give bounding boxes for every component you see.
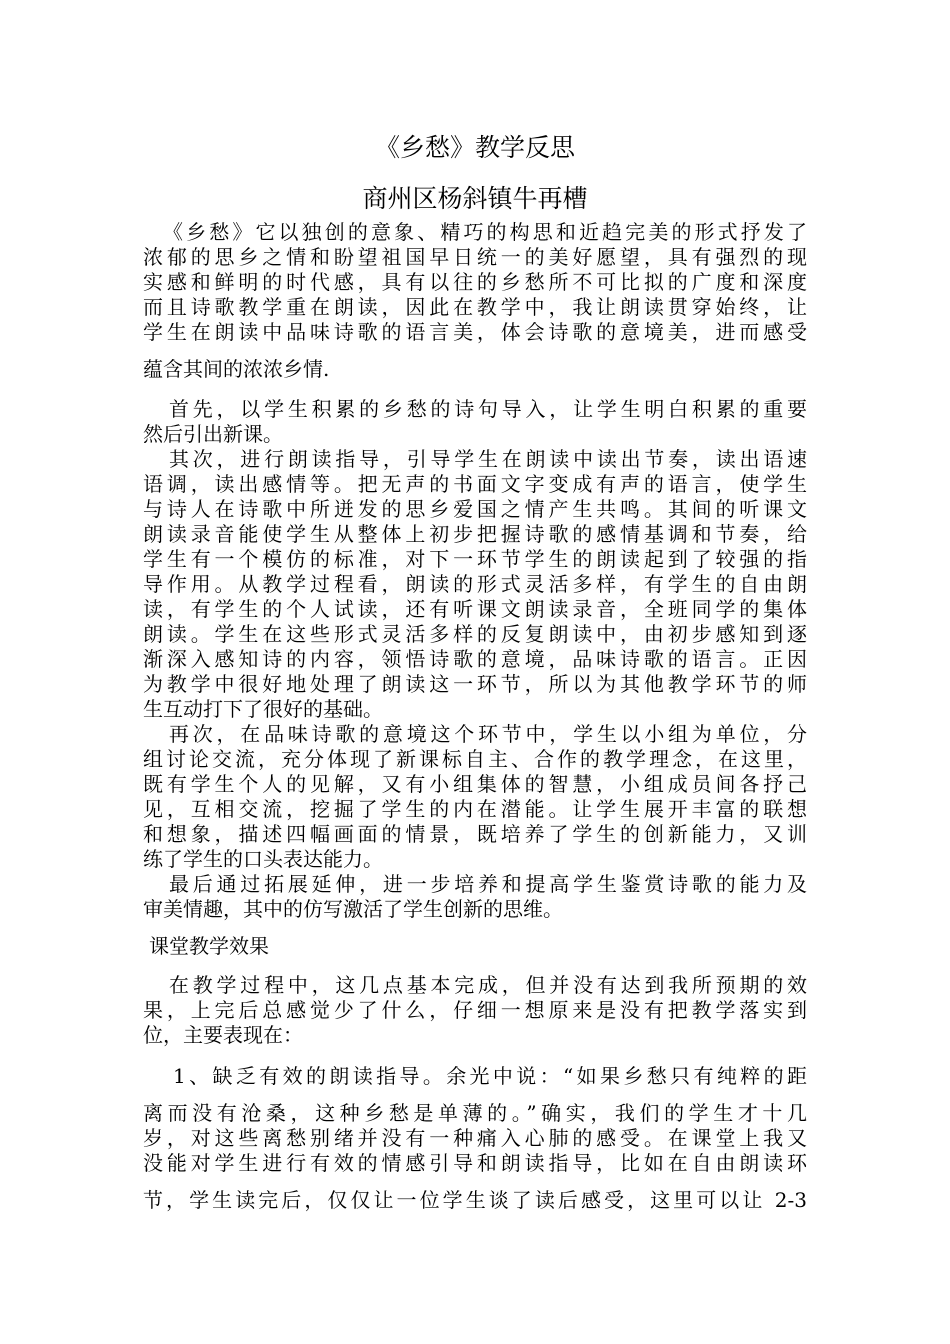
text-line: 学生有一个模仿的标准，对下一环节学生的朗读起到了较强的指 — [143, 547, 807, 571]
paragraph-third — [143, 722, 807, 872]
text-line: 为教学中很好地处理了朗读这一环节，所以为其他教学环节的师 — [143, 672, 807, 696]
document-title: 《乡愁》教学反思 — [374, 133, 575, 162]
text-line: 在教学过程中，这几点基本完成，但并没有达到我所预期的效 — [169, 973, 807, 997]
paragraph-first — [143, 397, 807, 447]
text-line: 组讨论交流，充分体现了新课标自主、合作的教学理念，在这里， — [143, 747, 807, 771]
paragraph-final — [143, 872, 807, 922]
text-line: 浓郁的思乡之情和盼望祖国早日统一的美好愿望，具有强烈的现 — [143, 245, 807, 269]
text-line: 导作用。从教学过程看，朗读的形式灵活多样，有学生的自由朗 — [143, 572, 807, 596]
text-line: 首先，以学生积累的乡愁的诗句导入，让学生明白积累的重要 — [169, 397, 807, 421]
text-line: 与诗人在诗歌中所迸发的思乡爱国之情产生共鸣。其间的听课文 — [143, 497, 807, 521]
text-line: 渐深入感知诗的内容，领悟诗歌的意境，品味诗歌的语言。正因 — [143, 647, 807, 671]
text-line: 朗读。学生在这些形式灵活多样的反复朗读中，由初步感知到逐 — [143, 622, 807, 646]
text-line: 语调，读出感情等。把无声的书面文字变成有声的语言，使学生 — [143, 472, 807, 496]
text-line: 朗读录音能使学生从整体上初步把握诗歌的感情基调和节奏，给 — [143, 522, 807, 546]
text-line: 岁，对这些离愁别绪并没有一种痛入心肺的感受。在课堂上我又 — [143, 1126, 807, 1150]
text-line: 蕴含其间的浓浓乡情. — [143, 357, 330, 381]
text-line: 离而没有沧桑，这种乡愁是单薄的。”确实，我们的学生才十几 — [143, 1101, 807, 1125]
text-line: 实感和鲜明的时代感，具有以往的乡愁所不可比拟的广度和深度 — [143, 270, 807, 294]
text-line: 没能对学生进行有效的情感引导和朗读指导，比如在自由朗读环 — [143, 1151, 807, 1175]
text-line: 果，上完后总感觉少了什么，仔细一想原来是没有把教学落实到 — [143, 998, 807, 1022]
text-line: 然后引出新课。 — [143, 422, 283, 446]
text-line: 节，学生读完后，仅仅让一位学生谈了读后感受，这里可以让 2-3 — [143, 1188, 807, 1212]
section-heading: 课堂教学效果 — [149, 934, 269, 958]
paragraph-intro — [143, 220, 807, 382]
text-line: 1、缺乏有效的朗读指导。余光中说：“如果乡愁只有纯粹的距 — [173, 1064, 807, 1088]
text-line: 审美情趣，其中的仿写激活了学生创新的思维。 — [143, 897, 563, 921]
text-line: 其次，进行朗读指导，引导学生在朗读中读出节奏，读出语速 — [169, 447, 807, 471]
text-line: 练了学生的口头表达能力。 — [143, 847, 383, 871]
author-line: 商州区杨斜镇牛再槽 — [362, 184, 588, 213]
text-line: 《乡愁》它以独创的意象、精巧的构思和近趋完美的形式抒发了 — [163, 220, 807, 244]
text-line: 读，有学生的个人试读，还有听课文朗读录音，全班同学的集体 — [143, 597, 807, 621]
text-line: 和想象，描述四幅画面的情景，既培养了学生的创新能力，又训 — [143, 822, 807, 846]
text-line: 位，主要表现在： — [143, 1023, 303, 1047]
text-line: 而且诗歌教学重在朗读，因此在教学中，我让朗读贯穿始终，让 — [143, 295, 807, 319]
paragraph-second — [143, 447, 807, 722]
paragraph-effect — [143, 973, 807, 1048]
document-body — [143, 220, 807, 1213]
text-line: 再次，在品味诗歌的意境这个环节中，学生以小组为单位，分 — [169, 722, 807, 746]
text-line: 既有学生个人的见解，又有小组集体的智慧，小组成员间各抒己 — [143, 772, 807, 796]
text-line: 见，互相交流，挖掘了学生的内在潜能。让学生展开丰富的联想 — [143, 797, 807, 821]
text-line: 生互动打下了很好的基础。 — [143, 697, 383, 721]
text-line: 学生在朗读中品味诗歌的语言美，体会诗歌的意境美，进而感受 — [143, 320, 807, 344]
paragraph-point-1 — [143, 1064, 807, 1213]
text-line: 最后通过拓展延伸，进一步培养和提高学生鉴赏诗歌的能力及 — [169, 872, 807, 896]
